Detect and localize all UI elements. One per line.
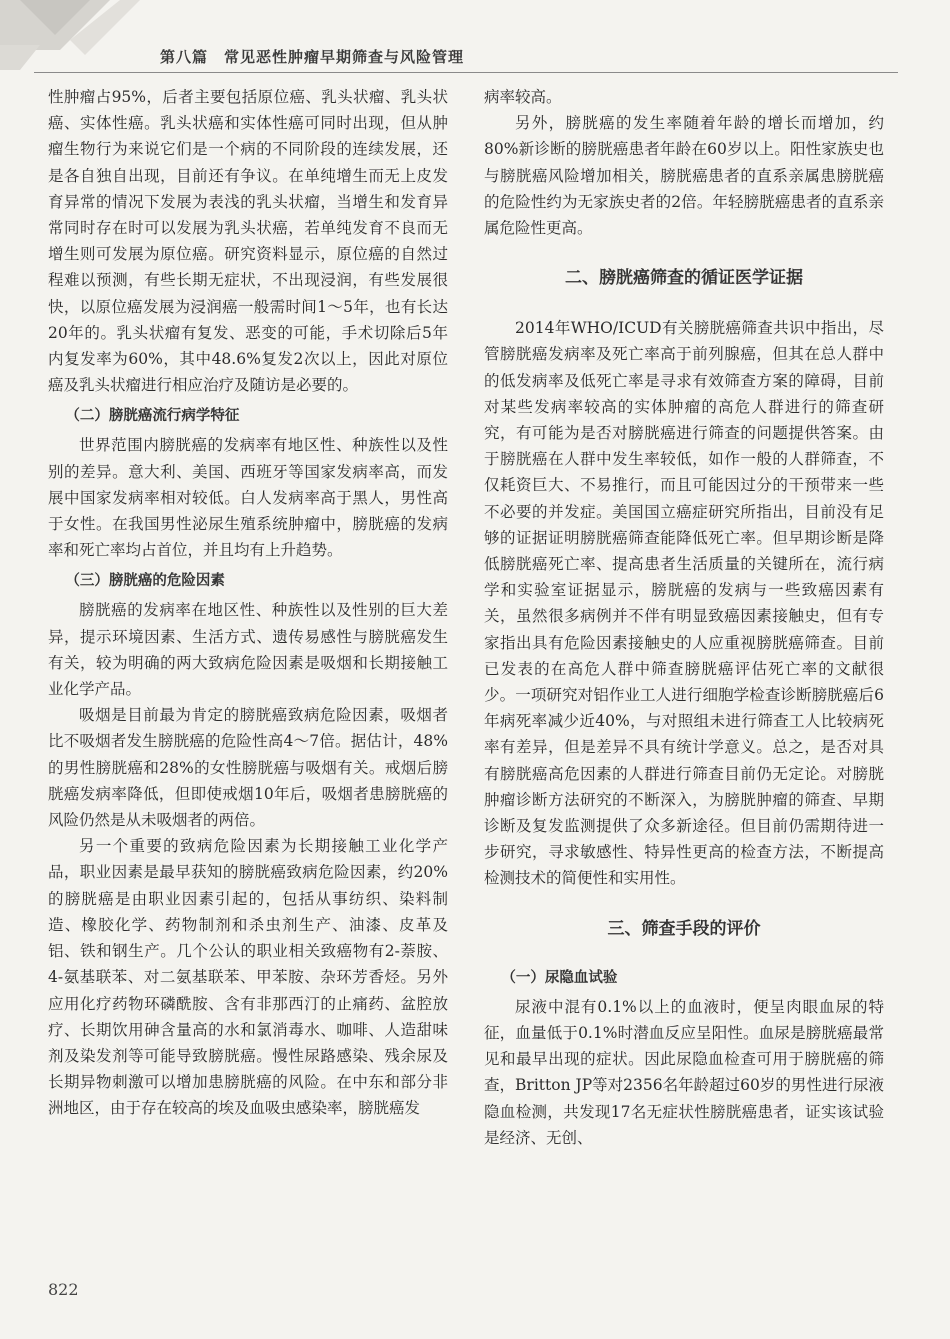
paragraph: 性肿瘤占95%，后者主要包括原位癌、乳头状瘤、乳头状癌、实体性癌。乳头状癌和实体性癌可同时出现，但从肿瘤生物行为来说它们是一个病的不同阶段的连续发展，还是各自独自出现，目前还有争议。在单纯增生而无上皮发育异常的情况下发展为表浅的乳头状瘤，当增生和发育异常同时存在时可以发展为乳头状癌，若单纯发育不良而无增生则可发展为原位癌。研究资料显示，原位癌的自然过程难以预测，有些长期无症状，不出现浸润，有些发展很快，以原位癌发展为浸润癌一般需时间1～5年，也有长达20年的。乳头状瘤有复发、恶变的可能，手术切除后5年内复发率为60%，其中48.6%复发2次以上，因此对原位癌及乳头状瘤进行相应治疗及随访是必要的。 <box>48 88 448 395</box>
section-heading: 二、膀胱癌筛查的循证医学证据 <box>565 268 803 289</box>
section-heading: 三、筛查手段的评价 <box>607 918 761 939</box>
subsection-heading: （一）尿隐血试验 <box>501 969 618 986</box>
running-header: 第八篇 常见恶性肿瘤早期筛查与风险管理 <box>160 48 465 66</box>
subsection-heading: （二）膀胱癌流行病学特征 <box>65 408 240 425</box>
corner-decoration <box>0 0 150 80</box>
paragraph: 尿液中混有0.1%以上的血液时，便呈肉眼血尿的特征，血量低于0.1%时潜血反应呈阳性。血尿是膀胱癌最常见和最早出现的症状。因此尿隐血检查可用于膀胱癌的筛查，Britton JP等对2356名年龄超过60岁的男性进行尿液隐血检测，共发现17名无症状性膀胱癌患者，证实该试验是经济、无创、 <box>484 997 884 1147</box>
header-rule <box>34 72 898 73</box>
paragraph: 世界范围内膀胱癌的发病率有地区性、种族性以及性别的差异。意大利、美国、西班牙等国家发病率高，而发展中国家发病率相对较低。白人发病率高于黑人，男性高于女性。在我国男性泌尿生殖系统肿瘤中，膀胱癌的发病率和死亡率均占首位，并且均有上升趋势。 <box>48 436 448 560</box>
page-number: 822 <box>48 1280 79 1299</box>
right-column <box>484 84 884 1151</box>
paragraph: 另一个重要的致病危险因素为长期接触工业化学产品，职业因素是最早获知的膀胱癌致病危险因素，约20%的膀胱癌是由职业因素引起的，包括从事纺织、染料制造、橡胶化学、药物制剂和杀虫剂生产、油漆、皮革及铝、铁和钢生产。几个公认的职业相关致癌物有2-萘胺、4-氨基联苯、对二氨基联苯、甲苯胺、杂环芳香烃。另外应用化疗药物环磷酰胺、含有非那西汀的止痛药、盆腔放疗、长期饮用砷含量高的水和氯消毒水、咖啡、人造甜味剂及染发剂等可能导致膀胱癌。慢性尿路感染、残余尿及长期异物刺激可以增加患膀胱癌的风险。在中东和部分非洲地区，由于存在较高的埃及血吸虫感染率，膀胱癌发 <box>48 837 448 1118</box>
paragraph: 吸烟是目前最为肯定的膀胱癌致病危险因素，吸烟者比不吸烟者发生膀胱癌的危险性高4～7倍。据估计，48%的男性膀胱癌和28%的女性膀胱癌与吸烟有关。戒烟后膀胱癌发病率降低，但即使戒烟10年后，吸烟者患膀胱癌的风险仍然是从未吸烟者的两倍。 <box>48 706 448 830</box>
paragraph: 2014年WHO/ICUD有关膀胱癌筛查共识中指出，尽管膀胱癌发病率及死亡率高于前列腺癌，但其在总人群中的低发病率及低死亡率是寻求有效筛查方案的障碍，目前对某些发病率较高的实体肿瘤的高危人群进行的筛查研究，有可能为是否对膀胱癌进行筛查的问题提供答案。由于膀胱癌在人群中发生率较低，如作一般的人群筛查，不仅耗资巨大、不易推行，而且可能因过分的干预带来一些不必要的并发症。美国国立癌症研究所指出，目前没有足够的证据证明膀胱癌筛查能降低死亡率。但早期诊断是降低膀胱癌死亡率、提高患者生活质量的关键所在，流行病学和实验室证据显示，膀胱癌的发病与一些致癌因素有关，虽然很多病例并不伴有明显致癌因素接触史，但有专家指出具有危险因素接触史的人应重视膀胱癌筛查。目前已发表的在高危人群中筛查膀胱癌评估死亡率的文献很少。一项研究对铝作业工人进行细胞学检查诊断膀胱癌后6年病死率减少近40%，与对照组未进行筛查工人比较病死率有差异，但是差异不具有统计学意义。总之，是否对具有膀胱癌高危因素的人群进行筛查目前仍无定论。对膀胱肿瘤诊断方法研究的不断深入，为膀胱肿瘤的筛查、早期诊断及复发监测提供了众多新途径。但目前仍需期待进一步研究，寻求敏感性、特异性更高的检查方法，不断提高检测技术的简便性和实用性。 <box>484 319 884 888</box>
paragraph: 病率较高。 <box>484 88 562 106</box>
paragraph: 另外，膀胱癌的发生率随着年龄的增长而增加，约80%新诊断的膀胱癌患者年龄在60岁以上。阳性家族史也与膀胱癌风险增加相关，膀胱癌患者的直系亲属患膀胱癌的危险性约为无家族史者的2倍。年轻膀胱癌患者的直系亲属危险性更高。 <box>484 114 884 238</box>
subsection-heading: （三）膀胱癌的危险因素 <box>65 573 225 590</box>
left-column <box>48 84 448 1122</box>
paragraph: 膀胱癌的发病率在地区性、种族性以及性别的巨大差异，提示环境因素、生活方式、遗传易感性与膀胱癌发生有关，较为明确的两大致病危险因素是吸烟和长期接触工业化学产品。 <box>48 601 448 699</box>
